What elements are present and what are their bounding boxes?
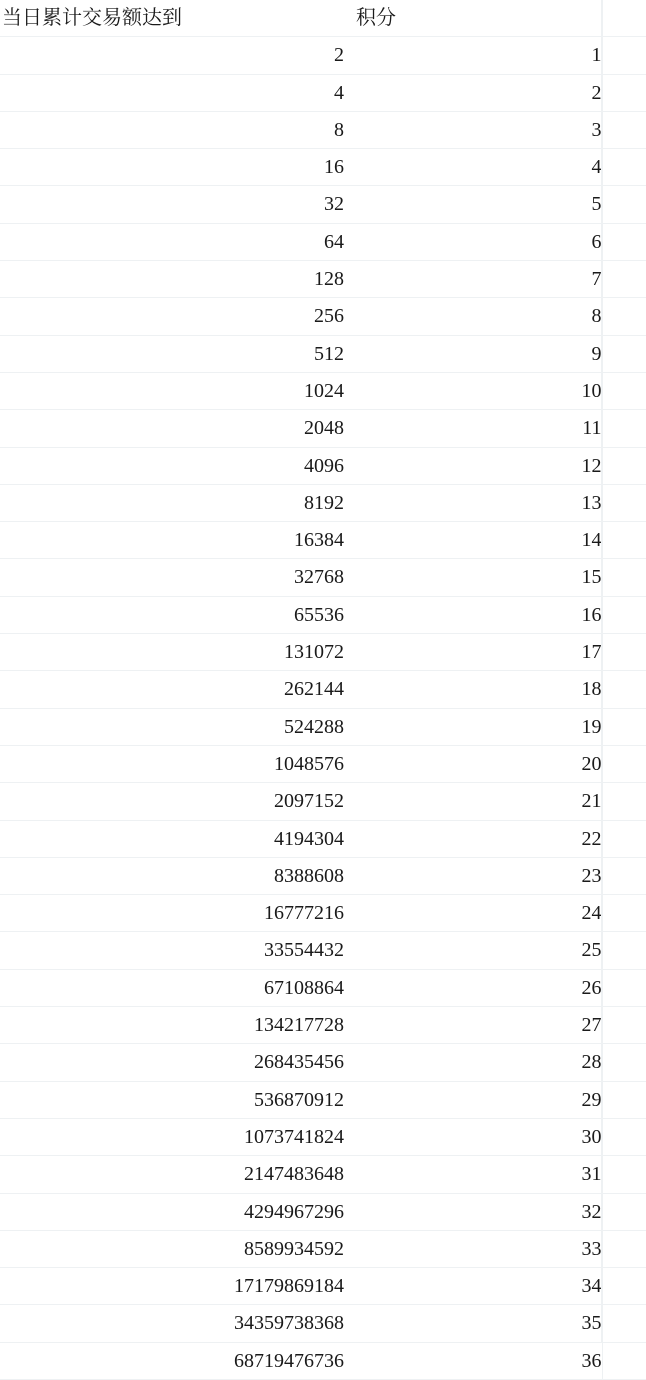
table-row xyxy=(0,37,646,74)
cell-tail xyxy=(602,969,646,1006)
cell-tail xyxy=(602,522,646,559)
cell-amount: 16777216 xyxy=(0,895,344,932)
cell-tail xyxy=(602,261,646,298)
cell-points: 27 xyxy=(344,1007,602,1044)
cell-amount: 536870912 xyxy=(0,1081,344,1118)
cell-points: 34 xyxy=(344,1268,602,1305)
cell-points: 1 xyxy=(344,37,602,74)
cell-amount: 32 xyxy=(0,186,344,223)
table-row xyxy=(0,559,646,596)
cell-amount: 8589934592 xyxy=(0,1230,344,1267)
cell-tail xyxy=(602,186,646,223)
cell-tail xyxy=(602,559,646,596)
table-row xyxy=(0,1305,646,1342)
cell-tail xyxy=(602,335,646,372)
table-row xyxy=(0,1081,646,1118)
cell-points: 31 xyxy=(344,1156,602,1193)
cell-amount: 134217728 xyxy=(0,1007,344,1044)
cell-amount: 512 xyxy=(0,335,344,372)
table-row xyxy=(0,410,646,447)
cell-points: 7 xyxy=(344,261,602,298)
cell-points: 12 xyxy=(344,447,602,484)
table-row xyxy=(0,596,646,633)
cell-amount: 4096 xyxy=(0,447,344,484)
cell-amount: 1048576 xyxy=(0,745,344,782)
cell-amount: 16 xyxy=(0,149,344,186)
cell-points: 4 xyxy=(344,149,602,186)
cell-tail xyxy=(602,1044,646,1081)
cell-points: 28 xyxy=(344,1044,602,1081)
cell-tail xyxy=(602,74,646,111)
cell-points: 18 xyxy=(344,671,602,708)
cell-amount: 8 xyxy=(0,111,344,148)
table-row xyxy=(0,671,646,708)
cell-amount: 8192 xyxy=(0,484,344,521)
cell-amount: 2147483648 xyxy=(0,1156,344,1193)
table-row xyxy=(0,783,646,820)
table-row xyxy=(0,1007,646,1044)
table-row xyxy=(0,74,646,111)
table-row xyxy=(0,820,646,857)
table-row xyxy=(0,484,646,521)
cell-points: 6 xyxy=(344,223,602,260)
header-tail xyxy=(602,0,646,37)
cell-amount: 64 xyxy=(0,223,344,260)
cell-points: 16 xyxy=(344,596,602,633)
cell-points: 11 xyxy=(344,410,602,447)
cell-amount: 1073741824 xyxy=(0,1118,344,1155)
cell-amount: 131072 xyxy=(0,634,344,671)
cell-amount: 268435456 xyxy=(0,1044,344,1081)
cell-tail xyxy=(602,410,646,447)
cell-points: 2 xyxy=(344,74,602,111)
cell-amount: 32768 xyxy=(0,559,344,596)
table-row xyxy=(0,745,646,782)
cell-tail xyxy=(602,298,646,335)
cell-tail xyxy=(602,1305,646,1342)
table-header-row xyxy=(0,0,646,37)
table-row xyxy=(0,298,646,335)
cell-amount: 8388608 xyxy=(0,857,344,894)
cell-tail xyxy=(602,634,646,671)
cell-points: 10 xyxy=(344,372,602,409)
table-row xyxy=(0,149,646,186)
cell-amount: 2 xyxy=(0,37,344,74)
cell-amount: 4 xyxy=(0,74,344,111)
table-row xyxy=(0,447,646,484)
cell-tail xyxy=(602,783,646,820)
cell-amount: 2097152 xyxy=(0,783,344,820)
cell-points: 35 xyxy=(344,1305,602,1342)
table-row xyxy=(0,223,646,260)
cell-amount: 65536 xyxy=(0,596,344,633)
cell-amount: 2048 xyxy=(0,410,344,447)
cell-amount: 67108864 xyxy=(0,969,344,1006)
table-row xyxy=(0,111,646,148)
cell-points: 36 xyxy=(344,1342,602,1379)
cell-points: 33 xyxy=(344,1230,602,1267)
cell-amount: 4194304 xyxy=(0,820,344,857)
cell-points: 8 xyxy=(344,298,602,335)
cell-tail xyxy=(602,1081,646,1118)
cell-points: 21 xyxy=(344,783,602,820)
table-row xyxy=(0,969,646,1006)
table-row xyxy=(0,1268,646,1305)
table-row xyxy=(0,1156,646,1193)
cell-tail xyxy=(602,596,646,633)
cell-tail xyxy=(602,1007,646,1044)
cell-tail xyxy=(602,1193,646,1230)
cell-points: 23 xyxy=(344,857,602,894)
cell-points: 9 xyxy=(344,335,602,372)
cell-amount: 256 xyxy=(0,298,344,335)
cell-amount: 34359738368 xyxy=(0,1305,344,1342)
table-row xyxy=(0,1230,646,1267)
table-row xyxy=(0,1193,646,1230)
column-separator xyxy=(601,0,602,1342)
cell-tail xyxy=(602,447,646,484)
cell-points: 29 xyxy=(344,1081,602,1118)
cell-tail xyxy=(602,37,646,74)
cell-points: 5 xyxy=(344,186,602,223)
table-row xyxy=(0,1118,646,1155)
cell-points: 19 xyxy=(344,708,602,745)
table-row xyxy=(0,261,646,298)
cell-tail xyxy=(602,372,646,409)
cell-tail xyxy=(602,895,646,932)
cell-tail xyxy=(602,857,646,894)
cell-tail xyxy=(602,708,646,745)
cell-amount: 17179869184 xyxy=(0,1268,344,1305)
table-row xyxy=(0,186,646,223)
table-row xyxy=(0,634,646,671)
cell-tail xyxy=(602,1156,646,1193)
table-row xyxy=(0,1342,646,1379)
cell-tail xyxy=(602,932,646,969)
cell-tail xyxy=(602,1230,646,1267)
cell-points: 17 xyxy=(344,634,602,671)
cell-amount: 128 xyxy=(0,261,344,298)
cell-amount: 262144 xyxy=(0,671,344,708)
cell-points: 15 xyxy=(344,559,602,596)
cell-points: 26 xyxy=(344,969,602,1006)
table-row xyxy=(0,895,646,932)
cell-tail xyxy=(602,1342,646,1379)
cell-points: 14 xyxy=(344,522,602,559)
cell-points: 30 xyxy=(344,1118,602,1155)
cell-points: 20 xyxy=(344,745,602,782)
cell-tail xyxy=(602,149,646,186)
cell-tail xyxy=(602,1118,646,1155)
cell-tail xyxy=(602,223,646,260)
table-row xyxy=(0,857,646,894)
cell-amount: 16384 xyxy=(0,522,344,559)
table-row xyxy=(0,708,646,745)
table-row xyxy=(0,335,646,372)
cell-points: 3 xyxy=(344,111,602,148)
cell-amount: 524288 xyxy=(0,708,344,745)
table-row xyxy=(0,932,646,969)
cell-tail xyxy=(602,820,646,857)
cell-points: 22 xyxy=(344,820,602,857)
cell-tail xyxy=(602,671,646,708)
cell-amount: 33554432 xyxy=(0,932,344,969)
cell-amount: 4294967296 xyxy=(0,1193,344,1230)
cell-tail xyxy=(602,484,646,521)
header-points: 积分 xyxy=(344,0,602,37)
header-amount: 当日累计交易额达到 xyxy=(0,0,344,37)
cell-points: 13 xyxy=(344,484,602,521)
cell-points: 32 xyxy=(344,1193,602,1230)
cell-tail xyxy=(602,111,646,148)
cell-amount: 1024 xyxy=(0,372,344,409)
cell-tail xyxy=(602,1268,646,1305)
table-row xyxy=(0,522,646,559)
table-row xyxy=(0,1044,646,1081)
cell-tail xyxy=(602,745,646,782)
cell-points: 25 xyxy=(344,932,602,969)
cell-amount: 68719476736 xyxy=(0,1342,344,1379)
table-row xyxy=(0,372,646,409)
cell-points: 24 xyxy=(344,895,602,932)
